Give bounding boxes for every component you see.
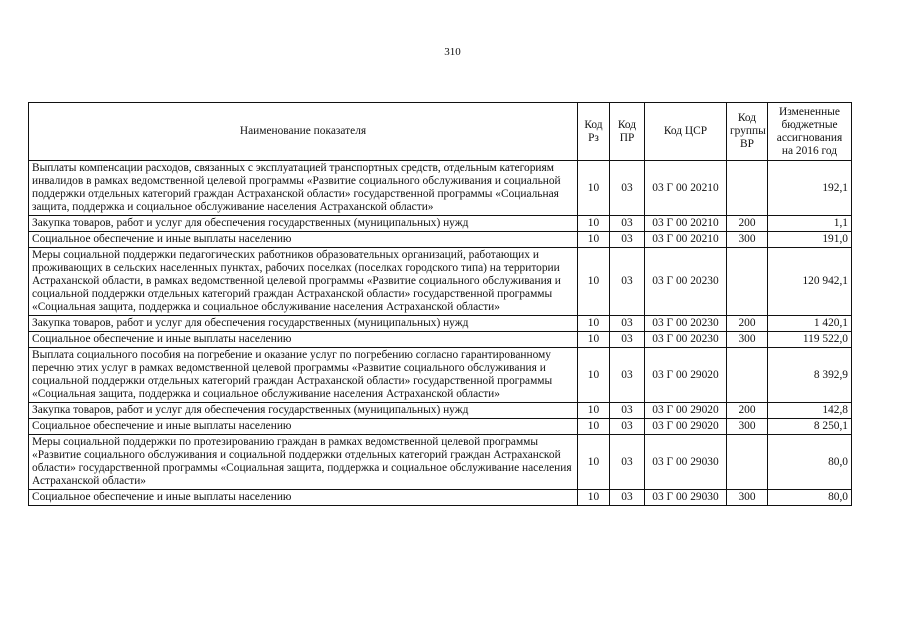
row-rz: 10	[578, 419, 610, 435]
row-name: Закупка товаров, работ и услуг для обеспечения государственных (муниципальных) нужд	[29, 316, 578, 332]
header-name: Наименование показателя	[29, 103, 578, 161]
table-row	[29, 161, 852, 216]
row-amount: 142,8	[768, 403, 852, 419]
row-csr: 03 Г 00 29030	[645, 435, 727, 490]
row-amount: 191,0	[768, 232, 852, 248]
row-vr: 300	[727, 419, 768, 435]
row-csr: 03 Г 00 29030	[645, 490, 727, 506]
row-amount: 8 392,9	[768, 348, 852, 403]
row-amount: 1 420,1	[768, 316, 852, 332]
row-pr: 03	[610, 248, 645, 316]
row-csr: 03 Г 00 29020	[645, 419, 727, 435]
table-row	[29, 348, 852, 403]
row-rz: 10	[578, 248, 610, 316]
row-rz: 10	[578, 332, 610, 348]
row-vr: 200	[727, 216, 768, 232]
header-vr: Код группы ВР	[727, 103, 768, 161]
table-row	[29, 232, 852, 248]
row-pr: 03	[610, 435, 645, 490]
row-name: Социальное обеспечение и иные выплаты населению	[29, 490, 578, 506]
row-name: Меры социальной поддержки по протезированию граждан в рамках ведомственной целевой программы «Развитие социального обслуживания и социальной поддержки отдельных категорий граждан Астраханской области» государственной программы «Социальная защита, поддержка и социальное обслуживание населения Астраханской области»	[29, 435, 578, 490]
row-rz: 10	[578, 348, 610, 403]
row-rz: 10	[578, 403, 610, 419]
row-vr	[727, 435, 768, 490]
row-pr: 03	[610, 316, 645, 332]
header-pr: Код ПР	[610, 103, 645, 161]
row-pr: 03	[610, 161, 645, 216]
row-pr: 03	[610, 403, 645, 419]
table-row	[29, 248, 852, 316]
table-row	[29, 216, 852, 232]
row-name: Социальное обеспечение и иные выплаты населению	[29, 232, 578, 248]
row-csr: 03 Г 00 20210	[645, 216, 727, 232]
table-row	[29, 419, 852, 435]
row-pr: 03	[610, 490, 645, 506]
header-csr: Код ЦСР	[645, 103, 727, 161]
row-rz: 10	[578, 435, 610, 490]
row-vr	[727, 161, 768, 216]
table-header-row	[29, 103, 852, 161]
row-amount: 120 942,1	[768, 248, 852, 316]
row-csr: 03 Г 00 20210	[645, 232, 727, 248]
row-name: Социальное обеспечение и иные выплаты населению	[29, 419, 578, 435]
header-amount: Измененные бюджетные ассигнования на 2016 год	[768, 103, 852, 161]
row-pr: 03	[610, 348, 645, 403]
row-pr: 03	[610, 332, 645, 348]
row-vr: 200	[727, 403, 768, 419]
row-amount: 192,1	[768, 161, 852, 216]
row-csr: 03 Г 00 29020	[645, 348, 727, 403]
row-amount: 8 250,1	[768, 419, 852, 435]
page-number: 310	[444, 46, 461, 58]
row-vr: 300	[727, 332, 768, 348]
row-csr: 03 Г 00 20230	[645, 316, 727, 332]
header-rz: Код Рз	[578, 103, 610, 161]
table-row	[29, 316, 852, 332]
row-csr: 03 Г 00 29020	[645, 403, 727, 419]
row-csr: 03 Г 00 20230	[645, 248, 727, 316]
row-csr: 03 Г 00 20230	[645, 332, 727, 348]
row-vr	[727, 348, 768, 403]
row-name: Выплата социального пособия на погребение и оказание услуг по погребению согласно гарантированному перечню этих услуг в рамках ведомственной целевой программы «Развитие социального обслуживания и социальной поддержки отдельных категорий граждан Астраханской области» государственной программы «Социальная защита, поддержка и социальное обслуживание населения Астраханской области»	[29, 348, 578, 403]
row-vr: 200	[727, 316, 768, 332]
row-vr	[727, 248, 768, 316]
table-row	[29, 332, 852, 348]
row-name: Закупка товаров, работ и услуг для обеспечения государственных (муниципальных) нужд	[29, 403, 578, 419]
row-rz: 10	[578, 490, 610, 506]
row-name: Закупка товаров, работ и услуг для обеспечения государственных (муниципальных) нужд	[29, 216, 578, 232]
row-amount: 80,0	[768, 435, 852, 490]
row-csr: 03 Г 00 20210	[645, 161, 727, 216]
row-amount: 80,0	[768, 490, 852, 506]
row-vr: 300	[727, 490, 768, 506]
row-rz: 10	[578, 232, 610, 248]
row-pr: 03	[610, 232, 645, 248]
row-pr: 03	[610, 216, 645, 232]
row-name: Меры социальной поддержки педагогических работников образовательных организаций, работающих и проживающих в сельских населенных пунктах, рабочих поселках (поселках городского типа) на территории Астраханской области, в рамках ведомственной целевой программы «Развитие социального обслуживания и социальной поддержки отдельных категорий граждан Астраханской области» государственной программы «Социальная защита, поддержка и социальное обслуживание населения Астраханской области»	[29, 248, 578, 316]
row-pr: 03	[610, 419, 645, 435]
row-rz: 10	[578, 316, 610, 332]
budget-table	[28, 102, 852, 506]
table-row	[29, 490, 852, 506]
row-name: Социальное обеспечение и иные выплаты населению	[29, 332, 578, 348]
row-name: Выплаты компенсации расходов, связанных с эксплуатацией транспортных средств, отдельным категориям инвалидов в рамках ведомственной целевой программы «Развитие социального обслуживания и социальной поддержки отдельных категорий граждан Астраханской области» государственной программы «Социальная защита, поддержка и социальное обслуживание населения Астраханской области»	[29, 161, 578, 216]
table-row	[29, 403, 852, 419]
row-vr: 300	[727, 232, 768, 248]
row-rz: 10	[578, 216, 610, 232]
row-rz: 10	[578, 161, 610, 216]
table-row	[29, 435, 852, 490]
row-amount: 1,1	[768, 216, 852, 232]
row-amount: 119 522,0	[768, 332, 852, 348]
